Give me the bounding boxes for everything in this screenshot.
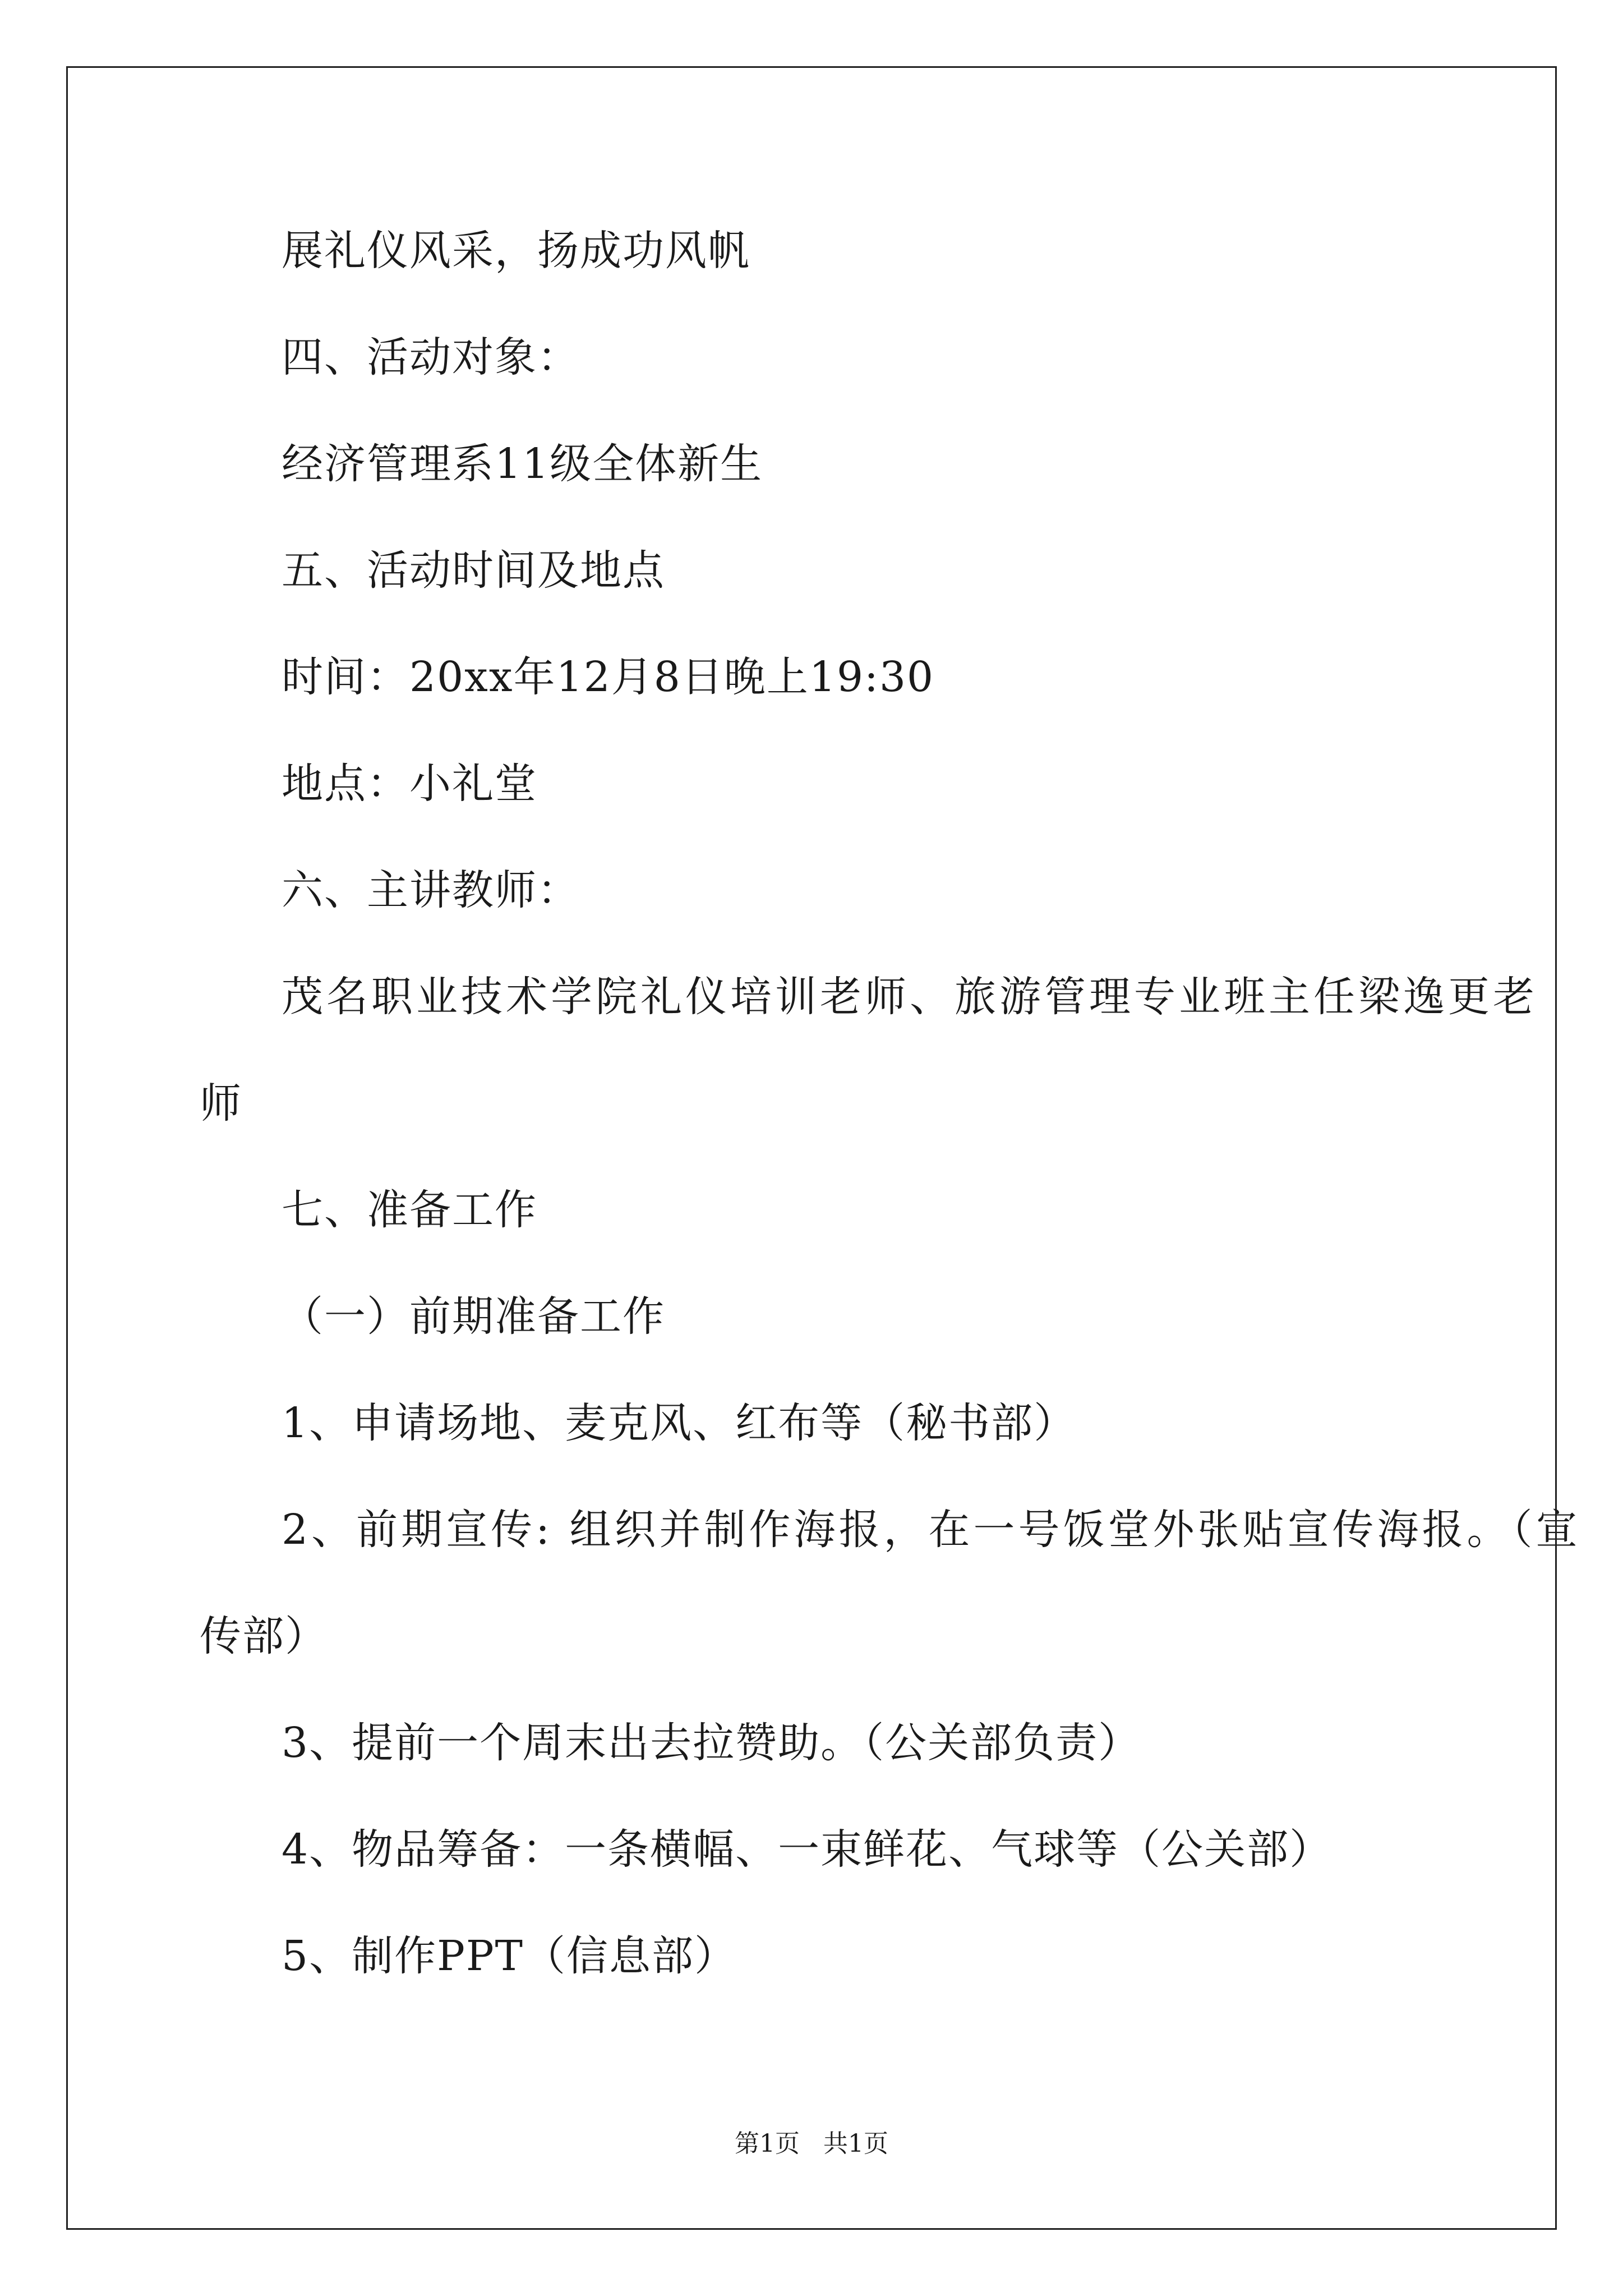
page-footer: 第1页 共1页 <box>735 2129 888 2158</box>
subsection-heading-1: （一）前期准备工作 <box>282 1292 665 1341</box>
section-heading-6: 六、主讲教师： <box>282 866 580 914</box>
list-item-4: 4、物品筹备：一条横幅、一束鲜花、气球等（公关部） <box>282 1825 1332 1874</box>
section-heading-5: 五、活动时间及地点 <box>282 546 665 595</box>
section-heading-4: 四、活动对象： <box>282 333 580 381</box>
list-item-3: 3、提前一个周末出去拉赞助。（公关部负责） <box>282 1719 1141 1767</box>
slogan-line: 展礼仪风采，扬成功风帆 <box>282 227 750 275</box>
list-item-1: 1、申请场地、麦克风、红布等（秘书部） <box>282 1399 1077 1447</box>
section-heading-7: 七、准备工作 <box>282 1186 537 1234</box>
list-item-2-line1: 2、前期宣传: 组织并制作海报，在一号饭堂外张贴宣传海报。（宣 <box>282 1506 1581 1554</box>
list-item-5: 5、制作PPT（信息部） <box>282 1932 737 1980</box>
paragraph-participants: 经济管理系11级全体新生 <box>282 440 763 488</box>
paragraph-location: 地点：小礼堂 <box>282 760 537 808</box>
paragraph-teacher-line2: 师 <box>200 1079 242 1128</box>
paragraph-teacher-line1: 茂名职业技术学院礼仪培训老师、旅游管理专业班主任梁逸更老 <box>282 973 1538 1021</box>
paragraph-time: 时间：20xx年12月8日晚上19:30 <box>282 653 935 701</box>
list-item-2-line2: 传部） <box>200 1612 328 1660</box>
